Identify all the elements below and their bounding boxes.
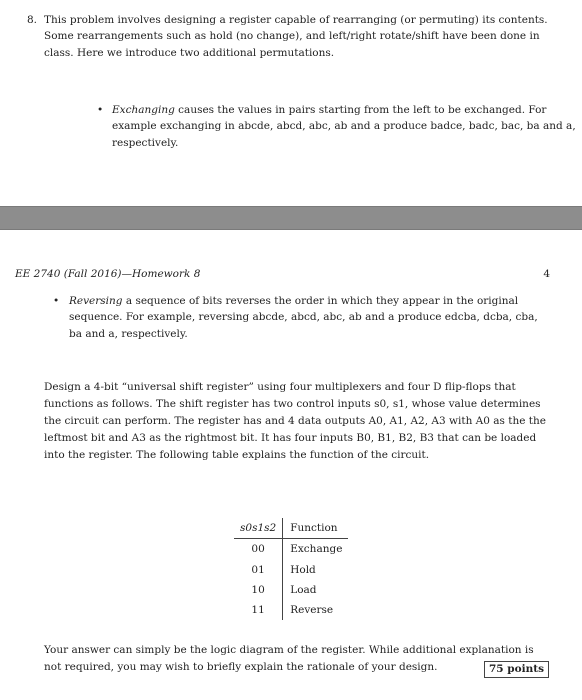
table-cell-function: Load [283,580,349,600]
table-row [234,539,348,560]
bullet-dot-icon: • [97,104,104,116]
table-cell-code: 00 [251,543,265,556]
term-reversing: Reversing [69,295,123,307]
bullet-exchanging [97,102,582,151]
table-row [234,600,348,620]
exchanging-text: causes the values in pairs starting from the left to be exchanged. For example exchanging in abcde, abcd, abc, ab and a produce badce, badc, bac, ba and a, respectively. [112,104,576,149]
table-cell-code: 10 [251,583,265,596]
reversing-text: a sequence of bits reverses the order in which they appear in the original sequence. For example, reversing abcde, abcd, abc, ab and a produce edcba, dcba, cba, ba and a, respectively. [69,295,538,340]
bullet-reversing [53,293,547,342]
bullet-dot-icon: • [53,295,60,307]
points-badge: 75 points [484,661,549,678]
problem-intro: This problem involves designing a register capable of rearranging (or permuting) its contents. Some rearrangements such as hold (no change), and left/right rotate/shift have been done in class. Here we introduce two additional permutations. [44,14,548,59]
table-row [234,580,348,600]
table-cell-code: 01 [251,563,265,576]
running-head-title: EE 2740 (Fall 2016)—Homework 8 [15,268,201,280]
page-bottom-section [0,0,582,205]
table-cell-function: Reverse [283,600,349,620]
table-cell-code: 11 [251,604,265,617]
table-header-function: Function [283,518,349,539]
running-head [15,266,550,282]
design-paragraph: Design a 4-bit “universal shift register” using four multiplexers and four D flip-flops that functions as follows. The shift register has two control inputs s0, s1, whose value determines the circuit can perform. The register has and 4 data outputs A0, A1, A2, A3 with A0 as the the leftmost bit and A3 as the rightmost bit. It has four inputs B0, B1, B2, B3 that can be loaded into the register. The following table explains the function of the circuit. [44,381,546,461]
function-table [234,518,348,620]
table-row [234,560,348,580]
table-cell-function: Exchange [283,539,349,560]
page-separator [0,206,582,230]
table-cell-function: Hold [283,560,349,580]
term-exchanging: Exchanging [112,104,175,116]
problem-number: 8. [27,14,38,26]
table-header-controls: s0s1s2 [234,518,283,539]
answer-paragraph: Your answer can simply be the logic diagram of the register. While additional explanation is not required, you may wish to briefly explain the rationale of your design. [44,644,534,673]
page-top-section [0,229,582,700]
page-number: 4 [543,268,550,280]
table-header-row [234,518,348,539]
problem-8 [27,12,552,61]
